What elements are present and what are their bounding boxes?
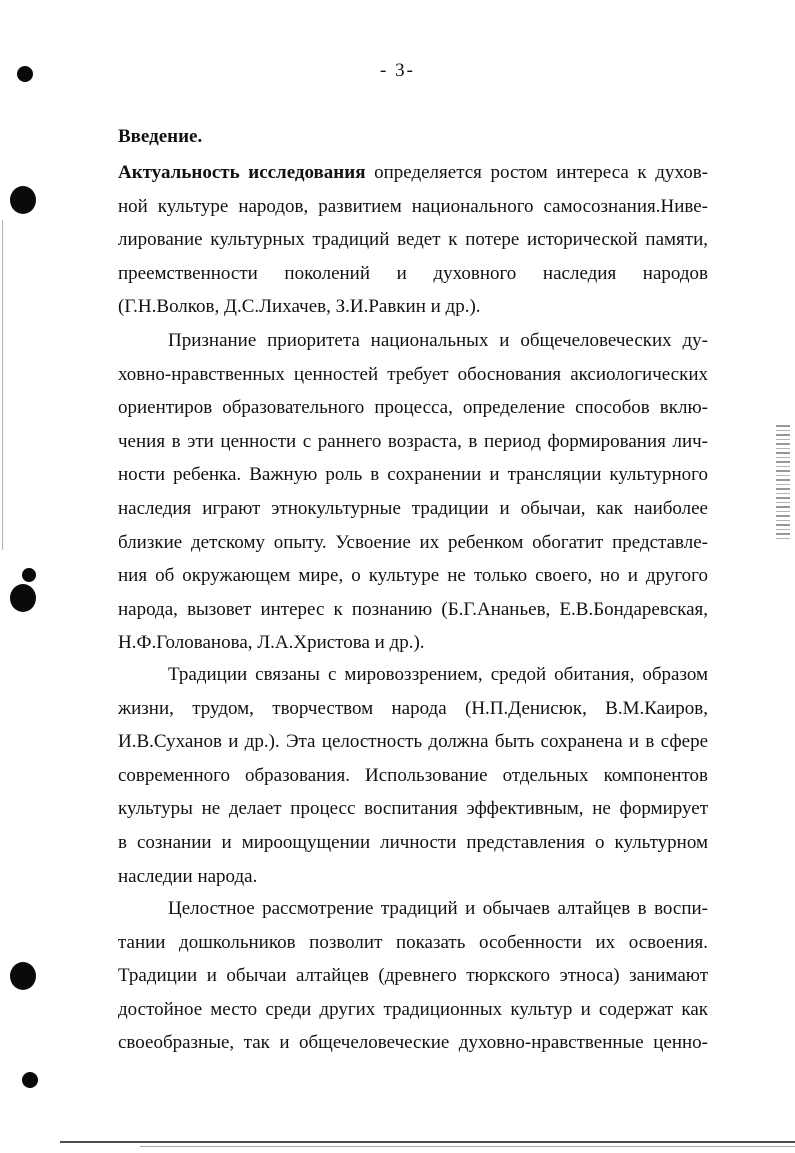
text-line: (Г.Н.Волков, Д.С.Лихачев, З.И.Равкин и др.).: [118, 296, 481, 318]
relevance-lead: Актуальность исследования: [118, 162, 366, 183]
binder-hole-4: [10, 584, 36, 612]
text-line: ховно-нравственных ценностей требует обоснования аксиологических: [118, 363, 708, 385]
text-line: современного образования. Использование отдельных компонентов: [118, 764, 708, 786]
text-line: преемственности поколений и духовного наследия народов: [118, 262, 708, 284]
scan-speckle: [776, 425, 790, 540]
text-line: Традиции и обычаи алтайцев (древнего тюркского этноса) занимают: [118, 965, 708, 987]
text-line: ности ребенка. Важную роль в сохранении и трансляции культурного: [118, 464, 708, 486]
text-line: И.В.Суханов и др.). Эта целостность должна быть сохранена и в сфере: [118, 731, 708, 753]
binder-hole-2: [10, 186, 36, 214]
binder-hole-6: [22, 1072, 38, 1088]
binder-hole-3: [22, 568, 36, 582]
text-line: народа, вызовет интерес к познанию (Б.Г.Ананьев, Е.В.Бондаревская,: [118, 598, 708, 620]
text-line: лирование культурных традиций ведет к потере исторической памяти,: [118, 229, 708, 251]
text-line: наследии народа.: [118, 865, 258, 887]
paragraph-relevance: [118, 156, 708, 324]
paragraph-altai: [118, 892, 708, 1060]
paragraph-traditions: [118, 658, 708, 893]
text-line: наследия играют этнокультурные традиции и обычаи, как наиболее: [118, 497, 708, 519]
scan-left-edge: [2, 220, 3, 550]
scan-bottom-edge: [60, 1141, 795, 1143]
text-line: Традиции связаны с мировоззрением, средой обитания, образом: [168, 664, 708, 685]
text-line: ориентиров образовательного процесса, определение способов вклю-: [118, 397, 708, 419]
text-line: [118, 156, 708, 190]
scan-bottom-edge-2: [140, 1146, 795, 1147]
text-line: культуры не делает процесс воспитания эффективным, не формирует: [118, 798, 708, 820]
paragraph-values: [118, 324, 708, 660]
text-line: Целостное рассмотрение традиций и обычаев алтайцев в воспи-: [168, 898, 708, 919]
text-line: тании дошкольников позволит показать особенности их освоения.: [118, 931, 708, 953]
text-line: своеобразные, так и общечеловеческие духовно-нравственные ценно-: [118, 1032, 708, 1054]
binder-hole-5: [10, 962, 36, 990]
line-text: определяется ростом интереса к духов-: [365, 162, 709, 183]
text-line: в сознании и мироощущении личности представления о культурном: [118, 831, 708, 853]
text-line: ной культуре народов, развитием национального самосознания.Ниве-: [118, 195, 708, 217]
text-line: достойное место среди других традиционных культур и содержат как: [118, 998, 708, 1020]
text-line: близкие детскому опыту. Усвоение их ребенком обогатит представле-: [118, 531, 708, 553]
text-line: ния об окружающем мире, о культуре не только своего, но и другого: [118, 565, 708, 587]
text-line: жизни, трудом, творчеством народа (Н.П.Денисюк, В.М.Каиров,: [118, 697, 708, 719]
section-heading: Введение.: [118, 126, 203, 147]
text-line: Признание приоритета национальных и общечеловеческих ду-: [168, 330, 708, 351]
text-line: Н.Ф.Голованова, Л.А.Христова и др.).: [118, 632, 425, 654]
text-line: чения в эти ценности с раннего возраста, в период формирования лич-: [118, 430, 708, 452]
page-number: - 3-: [380, 60, 415, 81]
